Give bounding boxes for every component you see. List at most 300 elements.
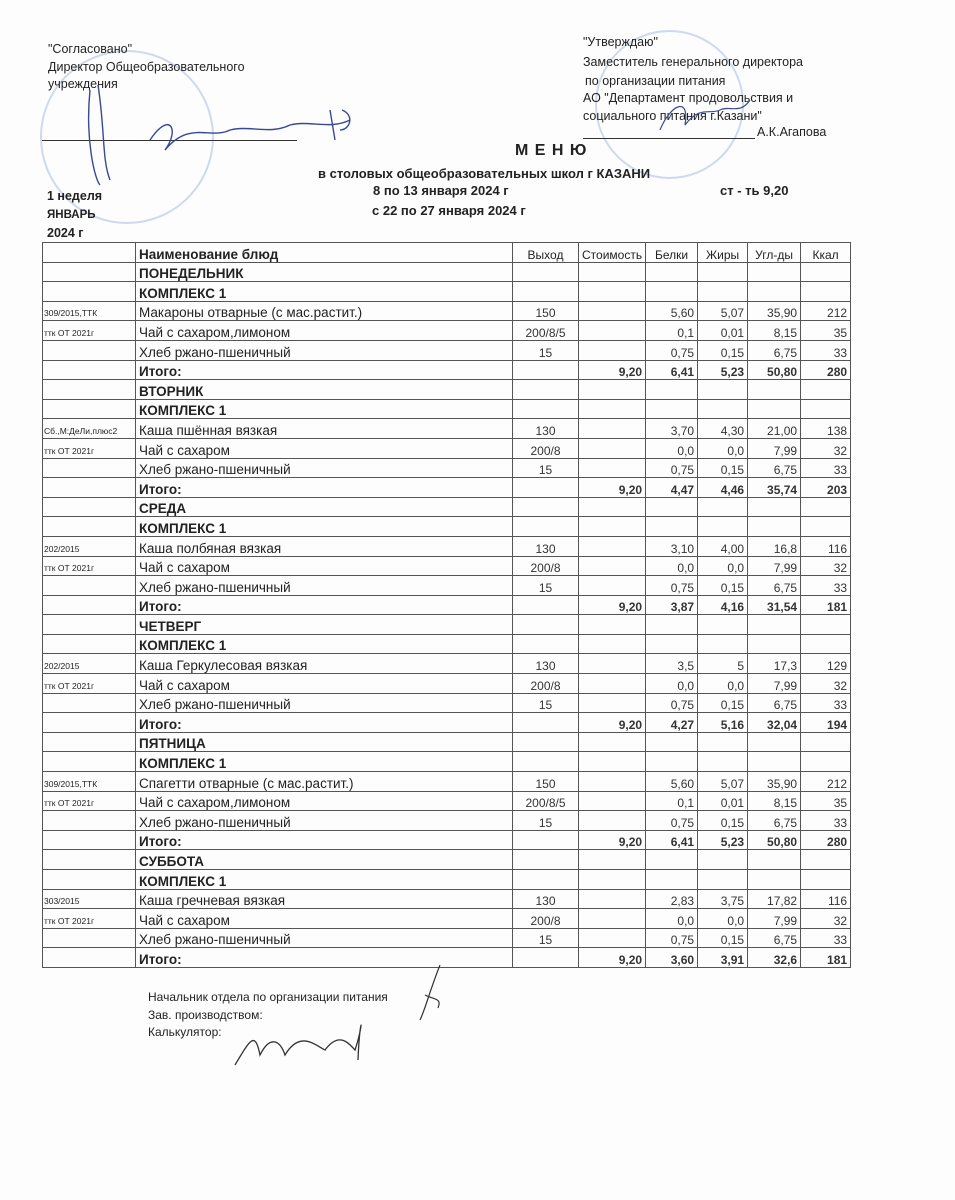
code-cell [43,732,136,752]
dish-name: Хлеб ржано-пшеничный [136,928,513,948]
recipe-code: 309/2015,ТТК [43,772,136,792]
dish-kcal: 33 [801,576,851,596]
day-name: ЧЕТВЕРГ [136,615,513,635]
table-row [43,536,851,556]
dish-carbs: 6,75 [748,458,801,478]
dish-carbs: 6,75 [748,576,801,596]
cell [698,870,748,890]
dish-name: Каша Геркулесовая вязкая [136,654,513,674]
code-cell [43,478,136,498]
dish-name: Хлеб ржано-пшеничный [136,340,513,360]
total-label: Итого: [136,713,513,733]
dish-output: 150 [513,301,579,321]
day-name: СРЕДА [136,497,513,517]
total-protein: 4,27 [646,713,698,733]
cell [513,870,579,890]
day-row [43,262,851,282]
cell [698,634,748,654]
dish-fat: 0,0 [698,438,748,458]
recipe-code: ттк ОТ 2021г [43,674,136,694]
recipe-code [43,693,136,713]
dish-cost [579,576,646,596]
dish-cost [579,321,646,341]
cell [646,870,698,890]
complex-row [43,517,851,537]
cell [748,262,801,282]
dish-kcal: 129 [801,654,851,674]
dish-output: 130 [513,889,579,909]
table-row [43,772,851,792]
dish-cost [579,909,646,929]
dish-carbs: 7,99 [748,556,801,576]
cell [801,870,851,890]
recipe-code: ттк ОТ 2021г [43,791,136,811]
dish-kcal: 33 [801,811,851,831]
dish-name: Хлеб ржано-пшеничный [136,458,513,478]
dish-fat: 0,01 [698,791,748,811]
cell [801,850,851,870]
cell [646,850,698,870]
cell [579,752,646,772]
cell [748,399,801,419]
director-title: Директор Общеобразовательного [48,60,245,74]
code-cell [43,517,136,537]
dish-fat: 4,00 [698,536,748,556]
dish-output: 200/8/5 [513,321,579,341]
code-cell [43,615,136,635]
dish-protein: 0,75 [646,811,698,831]
complex-name: КОМПЛЕКС 1 [136,634,513,654]
dish-protein: 0,75 [646,693,698,713]
dish-protein: 0,75 [646,340,698,360]
cell [579,497,646,517]
cell [646,732,698,752]
cell [646,752,698,772]
table-row [43,419,851,439]
code-cell [43,497,136,517]
total-kcal: 181 [801,595,851,615]
total-fat: 5,23 [698,360,748,380]
cell [513,615,579,635]
header-code [43,243,136,263]
cost-note: ст - ть 9,20 [720,183,789,198]
approved-label: "Согласовано" [48,42,133,56]
dish-output: 200/8 [513,438,579,458]
cell [579,262,646,282]
dish-carbs: 8,15 [748,321,801,341]
code-cell [43,360,136,380]
complex-row [43,282,851,302]
dish-fat: 0,15 [698,693,748,713]
code-cell [43,850,136,870]
total-fat: 3,91 [698,948,748,968]
dish-name: Чай с сахаром [136,438,513,458]
complex-row [43,634,851,654]
day-name: ВТОРНИК [136,380,513,400]
dish-output: 200/8/5 [513,791,579,811]
complex-name: КОМПЛЕКС 1 [136,399,513,419]
cell [513,732,579,752]
cell [698,752,748,772]
dish-protein: 5,60 [646,772,698,792]
code-cell [43,830,136,850]
recipe-code: 303/2015 [43,889,136,909]
cell [513,517,579,537]
dish-name: Хлеб ржано-пшеничный [136,811,513,831]
dish-cost [579,811,646,831]
footer-head-of-catering: Начальник отдела по организации питания [148,990,388,1004]
table-row [43,791,851,811]
cell [579,870,646,890]
dish-name: Чай с сахаром [136,556,513,576]
recipe-code: ттк ОТ 2021г [43,556,136,576]
day-row [43,380,851,400]
dish-name: Хлеб ржано-пшеничный [136,693,513,713]
footer-calculator: Калькулятор: [148,1025,222,1039]
dish-kcal: 33 [801,928,851,948]
footer-production-manager: Зав. производством: [148,1008,263,1022]
dish-protein: 0,75 [646,928,698,948]
cell [748,497,801,517]
total-kcal: 280 [801,360,851,380]
dish-carbs: 17,3 [748,654,801,674]
cell [513,752,579,772]
complex-name: КОМПЛЕКС 1 [136,282,513,302]
dish-carbs: 7,99 [748,909,801,929]
dish-protein: 0,0 [646,909,698,929]
cell [513,478,579,498]
dish-output: 15 [513,576,579,596]
cell [513,830,579,850]
code-cell [43,634,136,654]
day-row [43,850,851,870]
table-row [43,889,851,909]
cell [513,262,579,282]
dish-cost [579,301,646,321]
total-cost: 9,20 [579,595,646,615]
dish-protein: 0,75 [646,458,698,478]
deputy-title: Заместитель генерального директора [583,55,804,69]
code-cell [43,595,136,615]
dish-fat: 3,75 [698,889,748,909]
dish-carbs: 7,99 [748,674,801,694]
cell [698,262,748,282]
date-range-2: с 22 по 27 января 2024 г [372,203,526,218]
cell [748,870,801,890]
total-row [43,830,851,850]
total-protein: 4,47 [646,478,698,498]
cell [513,360,579,380]
code-cell [43,380,136,400]
complex-row [43,752,851,772]
dish-output: 200/8 [513,556,579,576]
dish-output: 15 [513,811,579,831]
total-protein: 6,41 [646,360,698,380]
cell [646,399,698,419]
dish-carbs: 6,75 [748,928,801,948]
dish-carbs: 8,15 [748,791,801,811]
dish-carbs: 17,82 [748,889,801,909]
dish-name: Чай с сахаром,лимоном [136,321,513,341]
cell [748,282,801,302]
organization-line-1: АО "Департамент продовольствия и [583,91,794,105]
code-cell [43,713,136,733]
dish-kcal: 212 [801,301,851,321]
table-row [43,458,851,478]
dish-protein: 0,0 [646,438,698,458]
total-cost: 9,20 [579,713,646,733]
total-protein: 3,60 [646,948,698,968]
dish-output: 130 [513,536,579,556]
cell [646,517,698,537]
dish-carbs: 6,75 [748,811,801,831]
recipe-code: 309/2015,ТТК [43,301,136,321]
cell [748,850,801,870]
recipe-code: ттк ОТ 2021г [43,321,136,341]
complex-name: КОМПЛЕКС 1 [136,752,513,772]
dish-carbs: 7,99 [748,438,801,458]
dish-fat: 0,15 [698,811,748,831]
code-cell [43,948,136,968]
dish-fat: 0,0 [698,674,748,694]
menu-subtitle: в столовых общеобразовательных школ г КАЗАНИ [318,166,651,181]
cell [513,399,579,419]
dish-carbs: 6,75 [748,340,801,360]
header-output: Выход [513,243,579,263]
cell [698,282,748,302]
dish-output: 15 [513,928,579,948]
table-row [43,928,851,948]
total-kcal: 203 [801,478,851,498]
date-range-1: 8 по 13 января 2024 г [373,183,509,198]
dish-kcal: 33 [801,340,851,360]
cell [513,380,579,400]
cell [801,497,851,517]
total-carbs: 31,54 [748,595,801,615]
dish-name: Чай с сахаром [136,909,513,929]
day-row [43,497,851,517]
cell [579,517,646,537]
dish-protein: 3,10 [646,536,698,556]
recipe-code: ттк ОТ 2021г [43,438,136,458]
institution-label: учреждения [48,77,118,91]
dish-name: Чай с сахаром [136,674,513,694]
dish-output: 200/8 [513,909,579,929]
cell [646,380,698,400]
total-protein: 3,87 [646,595,698,615]
total-kcal: 280 [801,830,851,850]
table-row [43,674,851,694]
deputy-title-2: по организации питания [585,74,726,88]
dish-fat: 5 [698,654,748,674]
signature-right [650,85,770,145]
header-protein: Белки [646,243,698,263]
dish-cost [579,438,646,458]
total-carbs: 32,6 [748,948,801,968]
dish-kcal: 116 [801,536,851,556]
dish-fat: 0,15 [698,340,748,360]
cell [646,497,698,517]
total-cost: 9,20 [579,830,646,850]
cell [748,517,801,537]
dish-cost [579,458,646,478]
menu-heading: М Е Н Ю [515,142,588,159]
total-label: Итого: [136,478,513,498]
header-name: Наименование блюд [136,243,513,263]
cell [801,517,851,537]
dish-protein: 2,83 [646,889,698,909]
dish-carbs: 16,8 [748,536,801,556]
complex-row [43,870,851,890]
dish-fat: 0,01 [698,321,748,341]
complex-name: КОМПЛЕКС 1 [136,517,513,537]
table-row [43,909,851,929]
total-fat: 5,16 [698,713,748,733]
recipe-code: ттк ОТ 2021г [43,909,136,929]
total-label: Итого: [136,830,513,850]
complex-name: КОМПЛЕКС 1 [136,870,513,890]
dish-cost [579,674,646,694]
dish-protein: 5,60 [646,301,698,321]
cell [698,380,748,400]
day-name: ПОНЕДЕЛЬНИК [136,262,513,282]
dish-output: 15 [513,458,579,478]
dish-output: 130 [513,654,579,674]
dish-cost [579,556,646,576]
table-row [43,576,851,596]
cell [698,399,748,419]
total-kcal: 181 [801,948,851,968]
cell [513,595,579,615]
total-carbs: 50,80 [748,360,801,380]
dish-name: Каша полбяная вязкая [136,536,513,556]
code-cell [43,752,136,772]
dish-fat: 5,07 [698,772,748,792]
dish-fat: 4,30 [698,419,748,439]
cell [801,399,851,419]
day-name: СУББОТА [136,850,513,870]
day-row [43,732,851,752]
cell [801,262,851,282]
dish-cost [579,791,646,811]
dish-kcal: 35 [801,791,851,811]
table-row [43,693,851,713]
cell [646,615,698,635]
dish-name: Каша гречневая вязкая [136,889,513,909]
cell [646,634,698,654]
total-fat: 5,23 [698,830,748,850]
dish-output: 150 [513,772,579,792]
total-kcal: 194 [801,713,851,733]
footer-signatures [230,960,470,1080]
table-row [43,811,851,831]
dish-protein: 0,75 [646,576,698,596]
cell [579,380,646,400]
dish-cost [579,536,646,556]
dish-kcal: 32 [801,909,851,929]
dish-kcal: 32 [801,438,851,458]
dish-fat: 0,0 [698,556,748,576]
cell [748,732,801,752]
total-row [43,595,851,615]
dish-cost [579,340,646,360]
year-label: 2024 г [47,226,84,240]
header-fat: Жиры [698,243,748,263]
cell [698,850,748,870]
cell [513,497,579,517]
total-cost: 9,20 [579,478,646,498]
cell [801,634,851,654]
cell [801,615,851,635]
total-label: Итого: [136,948,513,968]
cell [513,850,579,870]
cell [801,732,851,752]
dish-kcal: 32 [801,674,851,694]
table-row [43,301,851,321]
total-cost: 9,20 [579,360,646,380]
total-row [43,713,851,733]
cell [698,497,748,517]
cell [801,380,851,400]
recipe-code: Сб.,М:ДеЛи,плюс2 [43,419,136,439]
cell [513,713,579,733]
dish-protein: 0,0 [646,556,698,576]
cell [513,634,579,654]
dish-name: Спагетти отварные (с мас.растит.) [136,772,513,792]
dish-carbs: 35,90 [748,772,801,792]
organization-line-2: социального питания г.Казани" [583,109,762,123]
dish-name: Макароны отварные (с мас.растит.) [136,301,513,321]
dish-kcal: 33 [801,458,851,478]
code-cell [43,870,136,890]
cell [698,732,748,752]
dish-cost [579,772,646,792]
dish-kcal: 32 [801,556,851,576]
week-label: 1 неделя [47,189,103,203]
recipe-code: 202/2015 [43,654,136,674]
dish-kcal: 212 [801,772,851,792]
dish-cost [579,654,646,674]
header-kcal: Ккал [801,243,851,263]
cell [698,517,748,537]
cell [748,380,801,400]
dish-protein: 0,1 [646,791,698,811]
total-label: Итого: [136,360,513,380]
dish-name: Хлеб ржано-пшеничный [136,576,513,596]
table-row [43,556,851,576]
menu-table [42,242,851,968]
dish-carbs: 6,75 [748,693,801,713]
month-label: ЯНВАРЬ [47,209,96,221]
dish-cost [579,928,646,948]
dish-carbs: 21,00 [748,419,801,439]
dish-fat: 0,15 [698,576,748,596]
table-header-row [43,243,851,263]
recipe-code: 202/2015 [43,536,136,556]
cell [748,752,801,772]
code-cell [43,399,136,419]
header-carbs: Угл-ды [748,243,801,263]
cell [513,282,579,302]
dish-output: 200/8 [513,674,579,694]
table-row [43,438,851,458]
dish-carbs: 35,90 [748,301,801,321]
dish-protein: 0,0 [646,674,698,694]
total-cost: 9,20 [579,948,646,968]
dish-kcal: 116 [801,889,851,909]
recipe-code [43,340,136,360]
total-row [43,360,851,380]
